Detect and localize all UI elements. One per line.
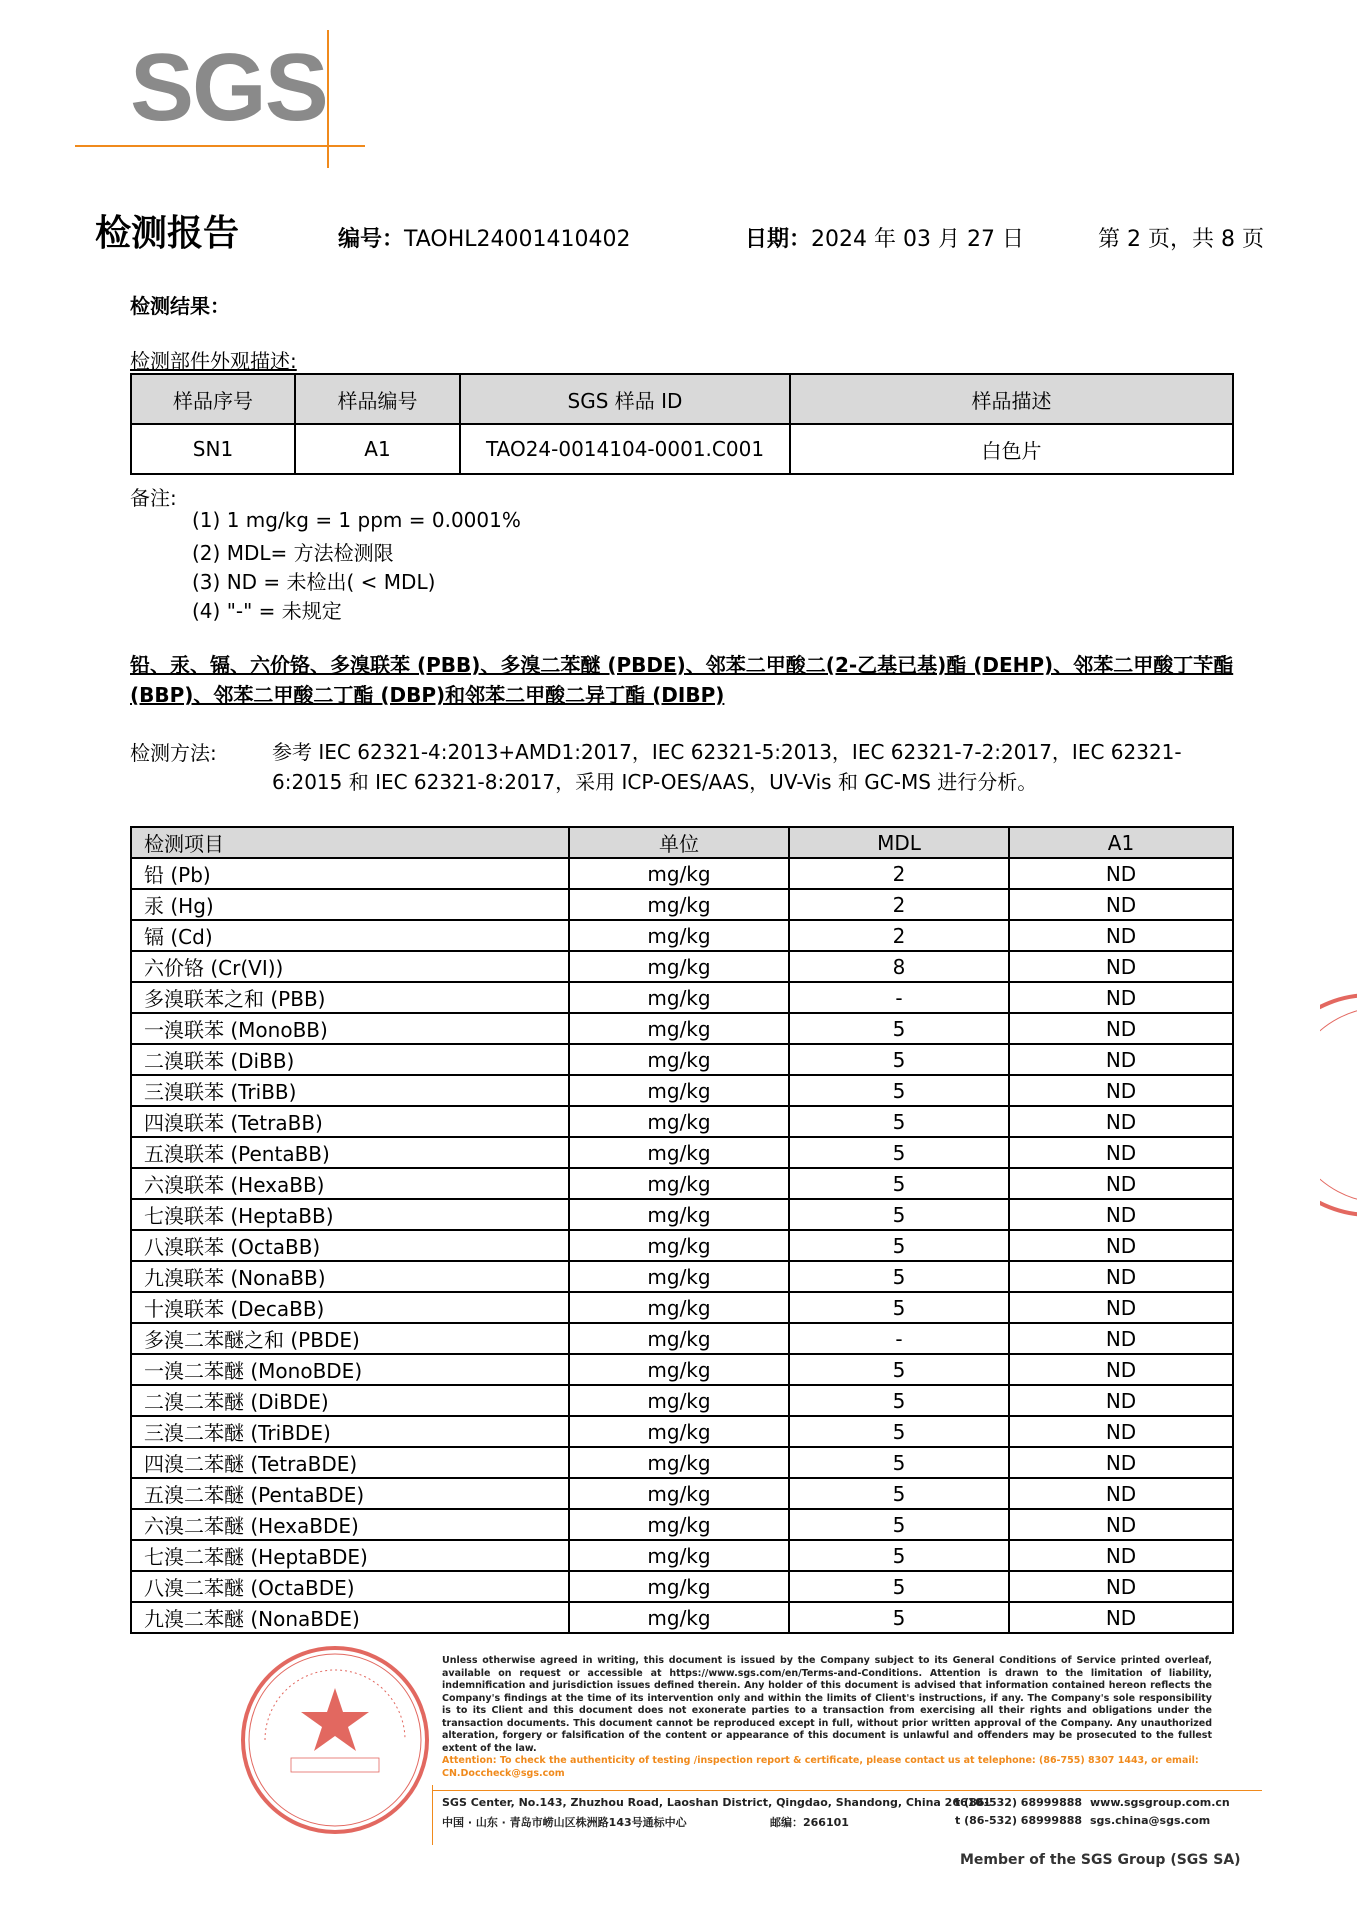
sample-header-cell: 样品描述 [790, 374, 1233, 424]
results-a1-cell: ND [1009, 1478, 1233, 1509]
results-a1-cell: ND [1009, 858, 1233, 889]
results-item-cell: 汞 (Hg) [131, 889, 569, 920]
results-unit-cell: mg/kg [569, 1571, 789, 1602]
results-unit-cell: mg/kg [569, 1509, 789, 1540]
results-mdl-cell: 5 [789, 1478, 1009, 1509]
results-heading: 检测结果： [130, 294, 230, 318]
note-item: (3) ND = 未检出( < MDL) [192, 570, 436, 594]
method-text: 参考 IEC 62321-4:2013+AMD1:2017，IEC 62321-5:2013，IEC 62321-7-2:2017，IEC 62321-6:2015 和 IEC 62321-8:2017，采用 ICP-OES/AAS，UV-Vis 和 GC-MS 进行分析。 [272, 740, 1182, 794]
results-mdl-cell: 5 [789, 1292, 1009, 1323]
results-mdl-cell: 5 [789, 1230, 1009, 1261]
report-date-value: 2024 年 03 月 27 日 [811, 227, 1024, 252]
results-mdl-cell: 5 [789, 1106, 1009, 1137]
table-row [131, 951, 1233, 982]
results-unit-cell: mg/kg [569, 1602, 789, 1633]
sample-table [130, 373, 1234, 475]
note-item: (2) MDL= 方法检测限 [192, 541, 394, 565]
results-item-cell: 七溴二苯醚 (HeptaBDE) [131, 1540, 569, 1571]
sample-header-cell: 样品序号 [131, 374, 295, 424]
table-row [131, 982, 1233, 1013]
results-a1-cell: ND [1009, 920, 1233, 951]
results-mdl-cell: 5 [789, 1199, 1009, 1230]
sample-cell: 白色片 [790, 424, 1233, 474]
results-mdl-cell: 5 [789, 1540, 1009, 1571]
table-row [131, 1385, 1233, 1416]
results-mdl-cell: 2 [789, 920, 1009, 951]
results-mdl-cell: 5 [789, 1137, 1009, 1168]
footer-disclaimer: Unless otherwise agreed in writing, this document is issued by the Company subject to its General Conditions of Service printed overleaf, available on request or accessible at https://www.sgs.com/en/Terms-and-Conditions. Attention is drawn to the limitation of liability, indemnification and jurisdiction issues defined therein. Any holder of this document is advised that information contained hereon reflects the Company's findings at the time of its intervention only and within the limits of Client's instructions, if any. The Company's sole responsibility is to its Client and this document does not exonerate parties to a transaction from exercising all their rights and obligations under the transaction documents. This document cannot be reproduced except in full, without prior written approval of the Company. Any unauthorized alteration, forgery or falsification of the content or appearance of this document is unlawful and offenders may be prosecuted to the fullest extent of the law. [442, 1655, 1212, 1754]
results-a1-cell: ND [1009, 889, 1233, 920]
results-unit-cell: mg/kg [569, 920, 789, 951]
results-header-cell: 检测项目 [131, 827, 569, 858]
results-mdl-cell: 5 [789, 1602, 1009, 1633]
results-a1-cell: ND [1009, 1540, 1233, 1571]
results-unit-cell: mg/kg [569, 1137, 789, 1168]
table-row [131, 1323, 1233, 1354]
results-a1-cell: ND [1009, 1416, 1233, 1447]
results-item-cell: 二溴二苯醚 (DiBDE) [131, 1385, 569, 1416]
results-table-header [131, 827, 1233, 858]
table-row [131, 1509, 1233, 1540]
results-item-cell: 六溴二苯醚 (HexaBDE) [131, 1509, 569, 1540]
results-unit-cell: mg/kg [569, 1044, 789, 1075]
results-mdl-cell: 5 [789, 1354, 1009, 1385]
table-row [131, 1447, 1233, 1478]
results-mdl-cell: 5 [789, 1013, 1009, 1044]
results-a1-cell: ND [1009, 1137, 1233, 1168]
table-row [131, 1540, 1233, 1571]
report-number-label: 编号： [338, 227, 405, 252]
results-item-cell: 镉 (Cd) [131, 920, 569, 951]
results-item-cell: 多溴二苯醚之和 (PBDE) [131, 1323, 569, 1354]
note-item: (1) 1 mg/kg = 1 ppm = 0.0001% [192, 508, 521, 532]
sample-header-cell: 样品编号 [295, 374, 460, 424]
telephone: t (86-532) 68999888 [955, 1796, 1083, 1809]
table-row [131, 1106, 1233, 1137]
table-row [131, 889, 1233, 920]
results-item-cell: 四溴联苯 (TetraBB) [131, 1106, 569, 1137]
footer-attention: Attention: To check the authenticity of testing /inspection report & certificate, please contact us at telephone: (86-755) 8307 1443, or email: CN.Doccheck@sgs.com [442, 1755, 1199, 1779]
notes-label: 备注: [130, 486, 177, 510]
sample-cell: A1 [295, 424, 460, 474]
table-row [131, 1292, 1233, 1323]
results-unit-cell: mg/kg [569, 1478, 789, 1509]
sample-cell: SN1 [131, 424, 295, 474]
results-mdl-cell: 5 [789, 1509, 1009, 1540]
official-stamp-icon [235, 1640, 435, 1840]
results-item-cell: 五溴联苯 (PentaBB) [131, 1137, 569, 1168]
results-item-cell: 七溴联苯 (HeptaBB) [131, 1199, 569, 1230]
seam-stamp-icon [1320, 990, 1357, 1220]
table-row [131, 1602, 1233, 1633]
page-indicator: 第 2 页，共 8 页 [1098, 227, 1264, 252]
table-row [131, 1199, 1233, 1230]
results-item-cell: 九溴二苯醚 (NonaBDE) [131, 1602, 569, 1633]
report-number-value: TAOHL24001410402 [404, 227, 631, 252]
results-mdl-cell: 5 [789, 1261, 1009, 1292]
results-a1-cell: ND [1009, 1168, 1233, 1199]
document-title: 检测报告 [95, 213, 240, 254]
results-mdl-cell: 5 [789, 1385, 1009, 1416]
note-item: (4) "-" = 未规定 [192, 599, 342, 623]
table-row [131, 858, 1233, 889]
results-a1-cell: ND [1009, 1013, 1233, 1044]
results-unit-cell: mg/kg [569, 1168, 789, 1199]
results-mdl-cell: - [789, 1323, 1009, 1354]
results-item-cell: 三溴二苯醚 (TriBDE) [131, 1416, 569, 1447]
test-section-title: 铅、汞、镉、六价铬、多溴联苯 (PBB)、多溴二苯醚 (PBDE)、邻苯二甲酸二(2-乙基已基)酯 (DEHP)、邻苯二甲酸丁苄酯 (BBP)、邻苯二甲酸二丁酯 (DBP)和邻苯二甲酸二异丁酯 (DIBP) [130, 653, 1234, 707]
logo-accent-hline [75, 145, 365, 147]
results-item-cell: 三溴联苯 (TriBB) [131, 1075, 569, 1106]
results-item-cell: 四溴二苯醚 (TetraBDE) [131, 1447, 569, 1478]
results-table [130, 826, 1234, 1634]
report-date [745, 222, 1024, 253]
member-text: Member of the SGS Group (SGS SA) [960, 1852, 1241, 1868]
table-row [131, 1416, 1233, 1447]
results-a1-cell: ND [1009, 1106, 1233, 1137]
results-a1-cell: ND [1009, 982, 1233, 1013]
results-a1-cell: ND [1009, 1230, 1233, 1261]
report-number [338, 222, 631, 253]
results-header-cell: 单位 [569, 827, 789, 858]
results-unit-cell: mg/kg [569, 1199, 789, 1230]
results-mdl-cell: 5 [789, 1416, 1009, 1447]
results-unit-cell: mg/kg [569, 1106, 789, 1137]
results-unit-cell: mg/kg [569, 982, 789, 1013]
address-en: SGS Center, No.143, Zhuzhou Road, Laoshan District, Qingdao, Shandong, China 266101 [442, 1796, 991, 1809]
table-row [131, 1230, 1233, 1261]
results-item-cell: 二溴联苯 (DiBB) [131, 1044, 569, 1075]
results-mdl-cell: 8 [789, 951, 1009, 982]
results-unit-cell: mg/kg [569, 1292, 789, 1323]
results-a1-cell: ND [1009, 1323, 1233, 1354]
results-unit-cell: mg/kg [569, 1261, 789, 1292]
table-row [131, 1261, 1233, 1292]
results-a1-cell: ND [1009, 1602, 1233, 1633]
results-unit-cell: mg/kg [569, 1013, 789, 1044]
table-row [131, 1075, 1233, 1106]
results-item-cell: 六价铬 (Cr(VI)) [131, 951, 569, 982]
sample-table-header [131, 374, 1233, 424]
sample-header-cell: SGS 样品 ID [460, 374, 790, 424]
results-unit-cell: mg/kg [569, 1447, 789, 1478]
results-mdl-cell: 2 [789, 889, 1009, 920]
results-mdl-cell: 5 [789, 1168, 1009, 1199]
results-header-cell: A1 [1009, 827, 1233, 858]
results-a1-cell: ND [1009, 1385, 1233, 1416]
results-unit-cell: mg/kg [569, 858, 789, 889]
results-item-cell: 六溴联苯 (HexaBB) [131, 1168, 569, 1199]
results-a1-cell: ND [1009, 1447, 1233, 1478]
sgs-logo: SGS [130, 34, 327, 141]
method-label: 检测方法: [130, 741, 217, 765]
table-row [131, 1354, 1233, 1385]
results-header-cell: MDL [789, 827, 1009, 858]
results-a1-cell: ND [1009, 1044, 1233, 1075]
results-item-cell: 九溴联苯 (NonaBB) [131, 1261, 569, 1292]
results-a1-cell: ND [1009, 1261, 1233, 1292]
results-mdl-cell: 5 [789, 1075, 1009, 1106]
results-item-cell: 八溴二苯醚 (OctaBDE) [131, 1571, 569, 1602]
results-item-cell: 一溴联苯 (MonoBB) [131, 1013, 569, 1044]
footer-divider [432, 1790, 1262, 1791]
telephone: t (86-532) 68999888 [955, 1814, 1083, 1827]
results-item-cell: 一溴二苯醚 (MonoBDE) [131, 1354, 569, 1385]
table-row [131, 1013, 1233, 1044]
results-a1-cell: ND [1009, 1199, 1233, 1230]
report-date-label: 日期： [745, 227, 812, 252]
postcode: 邮编：266101 [770, 1816, 849, 1829]
results-unit-cell: mg/kg [569, 1075, 789, 1106]
results-unit-cell: mg/kg [569, 889, 789, 920]
table-row [131, 1137, 1233, 1168]
table-row [131, 1478, 1233, 1509]
address-cn: 中国 · 山东 · 青岛市崂山区株洲路143号通标中心 [442, 1816, 687, 1829]
results-unit-cell: mg/kg [569, 1540, 789, 1571]
website: www.sgsgroup.com.cn [1090, 1796, 1230, 1809]
results-a1-cell: ND [1009, 1292, 1233, 1323]
results-item-cell: 多溴联苯之和 (PBB) [131, 982, 569, 1013]
logo-accent-vline [327, 30, 329, 168]
results-mdl-cell: - [789, 982, 1009, 1013]
appearance-heading: 检测部件外观描述: [130, 349, 297, 373]
results-a1-cell: ND [1009, 1354, 1233, 1385]
results-mdl-cell: 5 [789, 1571, 1009, 1602]
results-unit-cell: mg/kg [569, 1416, 789, 1447]
results-item-cell: 十溴联苯 (DecaBB) [131, 1292, 569, 1323]
results-mdl-cell: 5 [789, 1044, 1009, 1075]
results-unit-cell: mg/kg [569, 1354, 789, 1385]
results-unit-cell: mg/kg [569, 1385, 789, 1416]
results-item-cell: 五溴二苯醚 (PentaBDE) [131, 1478, 569, 1509]
results-item-cell: 八溴联苯 (OctaBB) [131, 1230, 569, 1261]
sample-cell: TAO24-0014104-0001.C001 [460, 424, 790, 474]
results-mdl-cell: 2 [789, 858, 1009, 889]
email: sgs.china@sgs.com [1090, 1814, 1211, 1827]
table-row [131, 920, 1233, 951]
results-a1-cell: ND [1009, 1075, 1233, 1106]
results-mdl-cell: 5 [789, 1447, 1009, 1478]
table-row [131, 1168, 1233, 1199]
results-unit-cell: mg/kg [569, 1323, 789, 1354]
table-row [131, 1044, 1233, 1075]
table-row [131, 1571, 1233, 1602]
results-a1-cell: ND [1009, 1571, 1233, 1602]
results-a1-cell: ND [1009, 951, 1233, 982]
results-item-cell: 铅 (Pb) [131, 858, 569, 889]
results-a1-cell: ND [1009, 1509, 1233, 1540]
results-unit-cell: mg/kg [569, 1230, 789, 1261]
table-row [131, 424, 1233, 474]
results-unit-cell: mg/kg [569, 951, 789, 982]
